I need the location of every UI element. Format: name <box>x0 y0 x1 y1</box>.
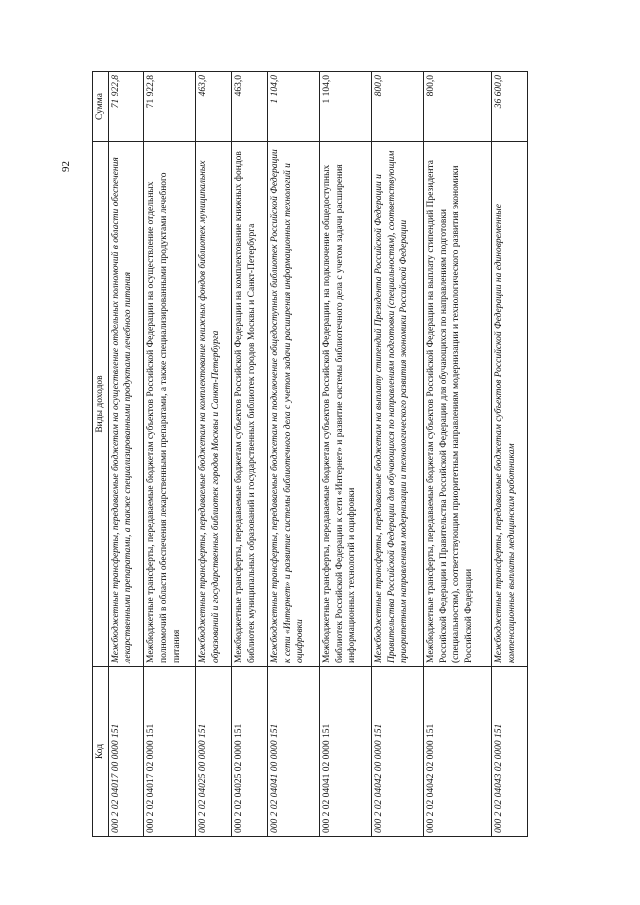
row-sum: 71 922,8 <box>144 72 196 142</box>
row-name: Межбюджетные трансферты, передаваемые бюджетам субъектов Российской Федерации на комплектование книжных фондов библиотек муниципальных образований и государственных библиотек городов Москвы и Санкт-Петербурга <box>232 142 268 667</box>
row-code: 000 2 02 04042 02 0000 151 <box>424 667 492 837</box>
table-row <box>320 72 372 837</box>
row-sum: 1 104,0 <box>320 72 372 142</box>
row-sum: 36 600,0 <box>492 72 528 142</box>
row-sum: 800,0 <box>372 72 424 142</box>
row-sum: 463,0 <box>232 72 268 142</box>
row-name: Межбюджетные трансферты, передаваемые бюджетам субъектов Российской Федерации на осуществление отдельных полномочий в области обеспечения лекарственными препаратами, а также специализированными продуктами лечебного питания <box>144 142 196 667</box>
row-name: Межбюджетные трансферты, передаваемые бюджетам субъектов Российской Федерации, на подключение общедоступных библиотек Российской Федерации к сети «Интернет» и развитие системы библиотечного дела с учетом задачи расширения информационных технологий и оцифровки <box>320 142 372 667</box>
row-code: 000 2 02 04025 02 0000 151 <box>232 667 268 837</box>
row-sum: 800,0 <box>424 72 492 142</box>
row-code: 000 2 02 04041 00 0000 151 <box>268 667 320 837</box>
row-code: 000 2 02 04017 00 0000 151 <box>108 667 144 837</box>
table-row <box>108 72 144 837</box>
row-code: 000 2 02 04041 02 0000 151 <box>320 667 372 837</box>
row-sum: 1 104,0 <box>268 72 320 142</box>
row-name: Межбюджетные трансферты, передаваемые бюджетам на комплектование книжных фондов библиотек муниципальных образований и государственных библиотек городов Москвы и Санкт-Петербурга <box>196 142 232 667</box>
page-number: 92 <box>60 161 72 172</box>
table-row <box>268 72 320 837</box>
row-name: Межбюджетные трансферты, передаваемые бюджетам на подключение общедоступных библиотек Российской Федерации к сети «Интернет» и развитие системы библиотечного дела с учетом задачи расширения информационных технологий и оцифровки <box>268 142 320 667</box>
table-row <box>232 72 268 837</box>
table-header-row <box>93 72 109 837</box>
row-code: 000 2 02 04025 00 0000 151 <box>196 667 232 837</box>
table-row <box>492 72 528 837</box>
table-row <box>196 72 232 837</box>
table-row <box>424 72 492 837</box>
row-sum: 71 922,8 <box>108 72 144 142</box>
row-code: 000 2 02 04042 00 0000 151 <box>372 667 424 837</box>
row-sum: 463,0 <box>196 72 232 142</box>
income-table <box>92 71 528 837</box>
row-code: 000 2 02 04043 02 0000 151 <box>492 667 528 837</box>
table-body <box>108 72 527 837</box>
table-row <box>144 72 196 837</box>
header-code: Код <box>93 667 109 837</box>
income-table-rotated <box>92 72 528 837</box>
row-name: Межбюджетные трансферты, передаваемые бюджетам субъектов Российской Федерации на выплату стипендий Президента Российской Федерации и Правительства Российской Федерации для обучающихся по направлениям подготовки (специальностям), соответствующим приоритетным направлениям модернизации и технологического развития экономики Российской Федерации <box>424 142 492 667</box>
row-name: Межбюджетные трансферты, передаваемые бюджетам на осуществление отдельных полномочий в области обеспечения лекарственными препаратами, а также специализированными продуктами лечебного питания <box>108 142 144 667</box>
row-name: Межбюджетные трансферты, передаваемые бюджетам субъектов Российской Федерации на единовременные компенсационные выплаты медицинским работникам <box>492 142 528 667</box>
header-sum: Сумма <box>93 72 109 142</box>
row-name: Межбюджетные трансферты, передаваемые бюджетам на выплату стипендий Президента Российской Федерации и Правительства Российской Федерации для обучающихся по направлениям подготовки (специальностям), соответствующим приоритетным направлениям модернизации и технологического развития экономики Российской Федерации <box>372 142 424 667</box>
row-code: 000 2 02 04017 02 0000 151 <box>144 667 196 837</box>
header-name: Виды доходов <box>93 142 109 667</box>
table-row <box>372 72 424 837</box>
